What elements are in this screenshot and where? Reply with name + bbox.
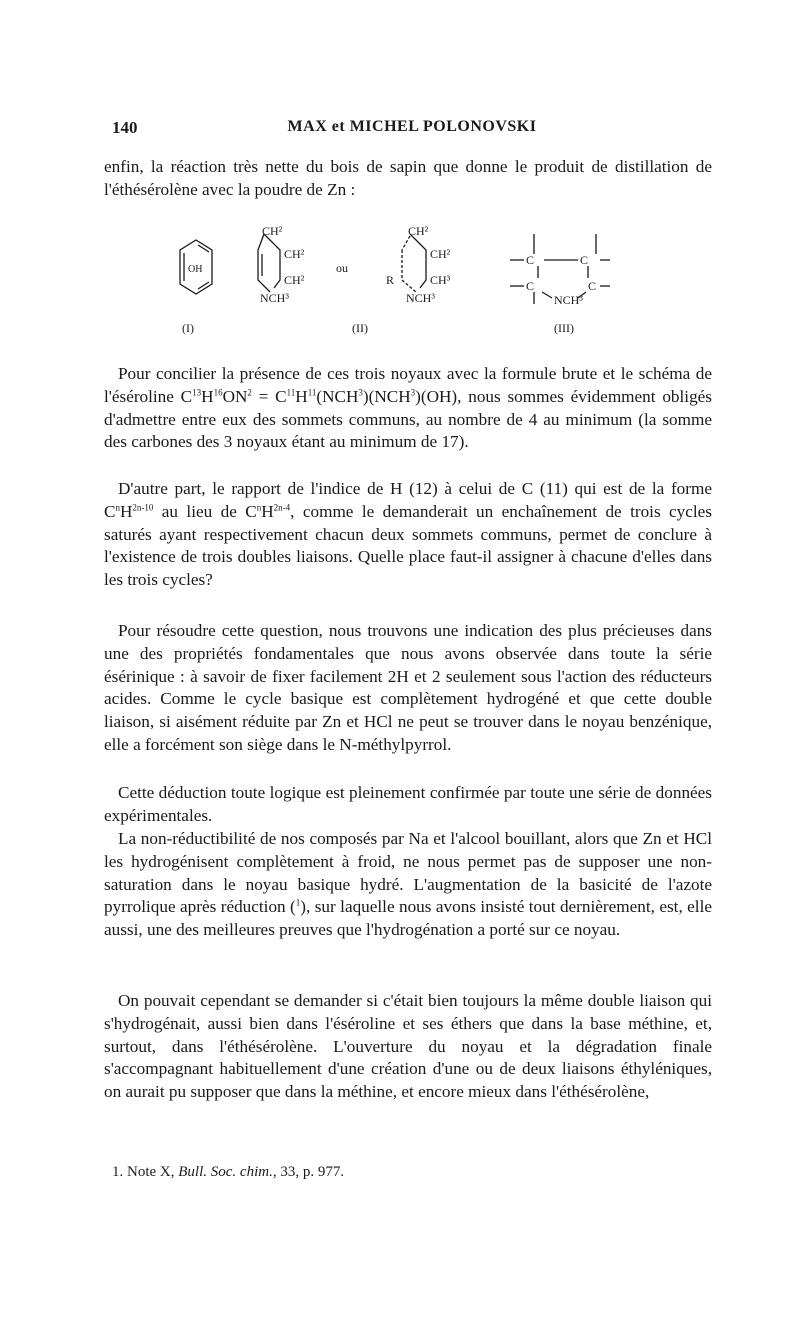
formula3-number: (III) [554, 321, 574, 335]
cyclic-ring-1 [258, 234, 280, 292]
paragraph-4: Cette déduction toute logique est pleinement confirmée par toute une série de données expérimentales. [104, 783, 712, 825]
formula3-carbon-4: C [588, 279, 597, 293]
formula2-nch3: NCH³ [406, 291, 435, 305]
running-title: MAX et MICHEL POLONOVSKI [287, 118, 537, 135]
formula2-number: (II) [352, 321, 368, 335]
paragraph-2: D'autre part, le rapport de l'indice de H (12) à celui de C (11) qui est de la forme $C^nH^{2n-10}$ au lieu de $C^nH^{2n-4}$, comme le demanderait un enchaînement de trois cycles saturés ayant respectivement chacun deux sommets communs, permet de conclure à l'existence de trois doubles liaisons. Quelle place faut-il assigner à chacune d'elles dans les trois cycles? [104, 479, 712, 590]
formula1-nch3: NCH³ [260, 291, 289, 305]
formula2-ch3-right: CH³ [430, 273, 451, 287]
paragraph-3: Pour résoudre cette question, nous trouvons une indication des plus précieuses dans une des propriétés fondamentales que nous avons observée dans toute la série ésérinique : à savoir de fixer facilement 2H et 2 seulement sous l'action des réducteurs acides. Comme le cycle basique est complètement hydrogéné et que cette double liaison, si aisément réduite par Zn et HCl ne peut se trouver dans le noyau benzénique, elle a forcément son siège dans le N-méthylpyrrol. [104, 621, 712, 754]
paragraph-1: Pour concilier la présence de ces trois noyaux avec la formule brute et le schéma de l'éséroline $C^{13}H^{16}ON^2 = C^{11}H^{11}(NCH^3)(NCH^3)(OH)$, nous sommes évidemment obligés d'admettre entre eux des sommets communs, au nombre de 4 au minimum (la somme des carbones des 3 noyaux étant au minimum de 17). [104, 364, 712, 452]
formula2-ch2-top: CH² [408, 224, 429, 238]
journal-title: Bull. Soc. chim. [178, 1164, 273, 1180]
formula1-number: (I) [182, 321, 194, 335]
ou-conjunction: ou [336, 261, 348, 275]
formula3-carbon-3: C [526, 279, 535, 293]
formula2-ch2-right: CH² [430, 247, 451, 261]
paragraph-intro: enfin, la réaction très nette du bois de sapin que donne le produit de distillation de l'éthésérolène avec la poudre de Zn : [104, 157, 712, 199]
oh-label: OH [188, 264, 203, 275]
page-number: 140 [112, 118, 138, 137]
formula3-carbon-2: C [580, 253, 589, 267]
structural-formulas-figure [176, 222, 616, 340]
formula3-carbon-1: C [526, 253, 535, 267]
paragraph-5: La non-réductibilité de nos composés par Na et l'alcool bouillant, alors que Zn et HCl les hydrogénisent complètement à froid, ne nous permet pas de supposer une non-saturation dans le noyau basique hydré. L'augmentation de la basicité de l'azote pyrrolique après réduction ($^1$), sur laquelle nous avons insisté tout dernièrement, est, elle aussi, une des meilleures preuves que l'hydrogénation a porté sur ce noyau. [104, 829, 712, 940]
formula1-ch2-right-lower: CH² [284, 273, 305, 287]
formula1-ch2-right-upper: CH² [284, 247, 305, 261]
paragraph-6: On pouvait cependant se demander si c'était bien toujours la même double liaison qui s'hydrogénait, aussi bien dans l'éséroline et ses éthers que dans la base méthine, et, surtout, dans l'éthésérolène. L'ouverture du noyau et la dégradation finale s'accompagnant habituellement d'une création d'une ou de deux liaisons éthyléniques, on aurait pu supposer que dans la méthine, et encore mieux dans l'éthésérolène, [104, 991, 712, 1102]
formula3-nch3: NCH³ [554, 293, 583, 307]
page-header [112, 118, 712, 142]
formula2-r-group: R [386, 273, 395, 287]
footnote: 1. Note X, Bull. Soc. chim., 33, p. 977. [112, 1164, 345, 1180]
formula1-ch2-top: CH² [262, 224, 283, 238]
cyclic-ring-2 [402, 234, 426, 292]
